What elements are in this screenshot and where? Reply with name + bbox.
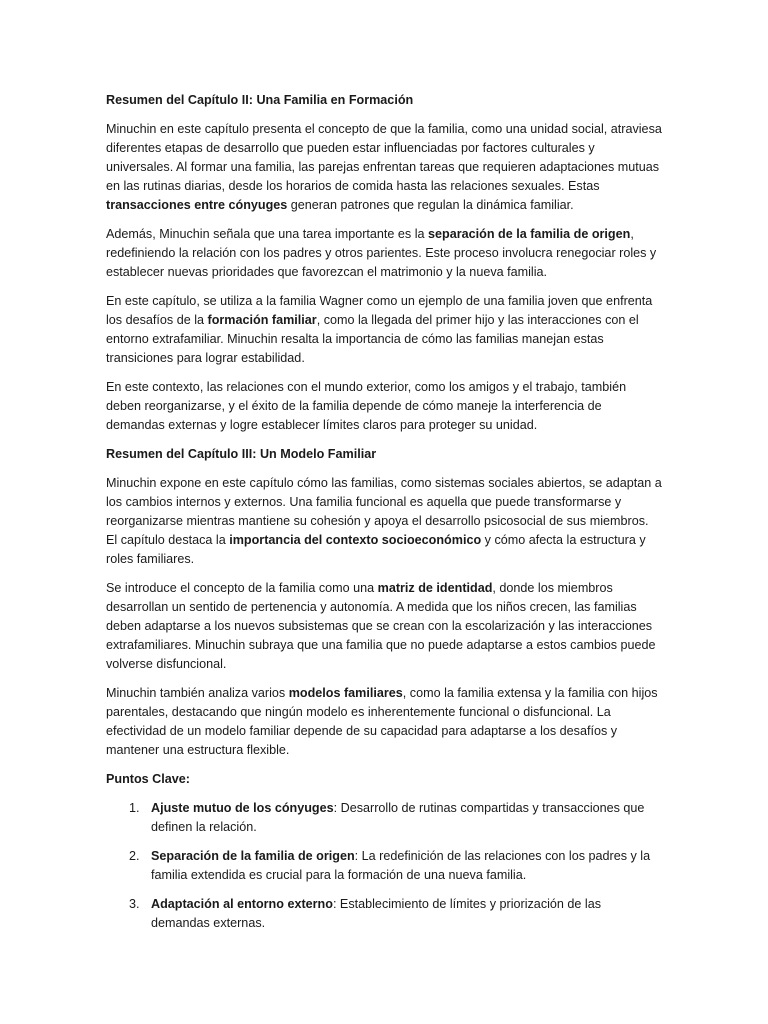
chapter-3-p1-bold: importancia del contexto socioeconómico: [229, 533, 482, 547]
chapter-2-paragraph-3: [106, 292, 662, 368]
chapter-2-p2-text-a: Además, Minuchin señala que una tarea importante es la: [106, 227, 429, 241]
chapter-3-p3-text-a: Minuchin también analiza varios: [106, 686, 289, 700]
list-item-number: 2.: [129, 849, 140, 863]
list-item: [106, 799, 662, 837]
chapter-3-p2-text-c: , donde los miembros desarrollan un sentido de pertenencia y autonomía. A medida que los niños crecen, las familias deben adaptarse a los nuevos subsistemas que se crean con la escolarización y las interacciones extrafamiliares. Minuchin subraya que una familia que no puede adaptarse a estos cambios puede volverse disfuncional.: [106, 581, 656, 671]
chapter-2-paragraph-1: [106, 120, 662, 215]
chapter-3-paragraph-2: [106, 579, 662, 674]
list-item-term: Separación de la familia de origen: [151, 849, 355, 863]
chapter-2-title: Resumen del Capítulo II: Una Familia en Formación: [106, 93, 414, 107]
chapter-2-p2-bold: separación de la familia de origen: [428, 227, 631, 241]
chapter-2-p1-text-c: generan patrones que regulan la dinámica familiar.: [287, 198, 574, 212]
document-page: [106, 91, 662, 943]
list-item: [106, 847, 662, 885]
chapter-3-p3-text-c: , como la familia extensa y la familia con hijos parentales, destacando que ningún modelo es inherentemente funcional o disfuncional. La efectividad de un modelo familiar depende de su capacidad para adaptarse a los desafíos y mantener una estructura flexible.: [106, 686, 658, 757]
chapter-2-p1-bold: transacciones entre cónyuges: [106, 198, 288, 212]
list-item-number: 1.: [129, 801, 140, 815]
key-points-list: [106, 799, 662, 933]
list-item-term: Ajuste mutuo de los cónyuges: [151, 801, 334, 815]
chapter-3-title: Resumen del Capítulo III: Un Modelo Familiar: [106, 447, 377, 461]
list-item-text: : Desarrollo de rutinas compartidas y transacciones que definen la relación.: [151, 801, 645, 834]
chapter-2-p1-text-a: Minuchin en este capítulo presenta el concepto de que la familia, como una unidad social, atraviesa diferentes etapas de desarrollo que pueden estar influenciadas por factores culturales y universales. Al formar una familia, las parejas enfrentan tareas que requieren adaptaciones mutuas en las rutinas diarias, desde los horarios de comida hasta las relaciones sexuales. Estas: [106, 122, 662, 193]
chapter-2-p3-text-c: , como la llegada del primer hijo y las interacciones con el entorno extrafamiliar. Minuchin resalta la importancia de cómo las familias manejan estas transiciones para lograr estabilidad.: [106, 313, 639, 365]
list-item-text: : Establecimiento de límites y priorización de las demandas externas.: [151, 897, 602, 930]
chapter-2-p2-text-c: , redefiniendo la relación con los padres y otros parientes. Este proceso involucra renegociar roles y establecer nuevas prioridades que favorezcan el matrimonio y la nueva familia.: [106, 227, 657, 279]
chapter-2-p3-text-a: En este capítulo, se utiliza a la familia Wagner como un ejemplo de una familia joven que enfrenta los desafíos de la: [106, 294, 653, 327]
list-item-text: : La redefinición de las relaciones con los padres y la familia extendida es crucial para la formación de una nueva familia.: [151, 849, 651, 882]
chapter-3-paragraph-3: [106, 684, 662, 760]
chapter-3-p1-text-c: y cómo afecta la estructura y roles familiares.: [106, 533, 646, 566]
list-item-number: 3.: [129, 897, 140, 911]
chapter-3-p1-text-a: Minuchin expone en este capítulo cómo las familias, como sistemas sociales abiertos, se adaptan a los cambios internos y externos. Una familia funcional es aquella que puede transformarse y reorganizarse mientras mantiene su cohesión y apoya el desarrollo psicosocial de sus miembros. El capítulo destaca la: [106, 476, 662, 547]
chapter-3-p2-bold: matriz de identidad: [377, 581, 493, 595]
chapter-2-p3-bold: formación familiar: [207, 313, 317, 327]
key-points-title: Puntos Clave:: [106, 772, 190, 786]
list-item-term: Adaptación al entorno externo: [151, 897, 333, 911]
chapter-2-paragraph-2: [106, 225, 662, 282]
chapter-3-paragraph-1: [106, 474, 662, 569]
chapter-3-p2-text-a: Se introduce el concepto de la familia como una: [106, 581, 378, 595]
chapter-3-p3-bold: modelos familiares: [288, 686, 403, 700]
chapter-2-paragraph-4: En este contexto, las relaciones con el mundo exterior, como los amigos y el trabajo, también deben reorganizarse, y el éxito de la familia depende de cómo maneje la interferencia de demandas externas y logre establecer límites claros para proteger su unidad.: [106, 380, 627, 432]
list-item: [106, 895, 662, 933]
